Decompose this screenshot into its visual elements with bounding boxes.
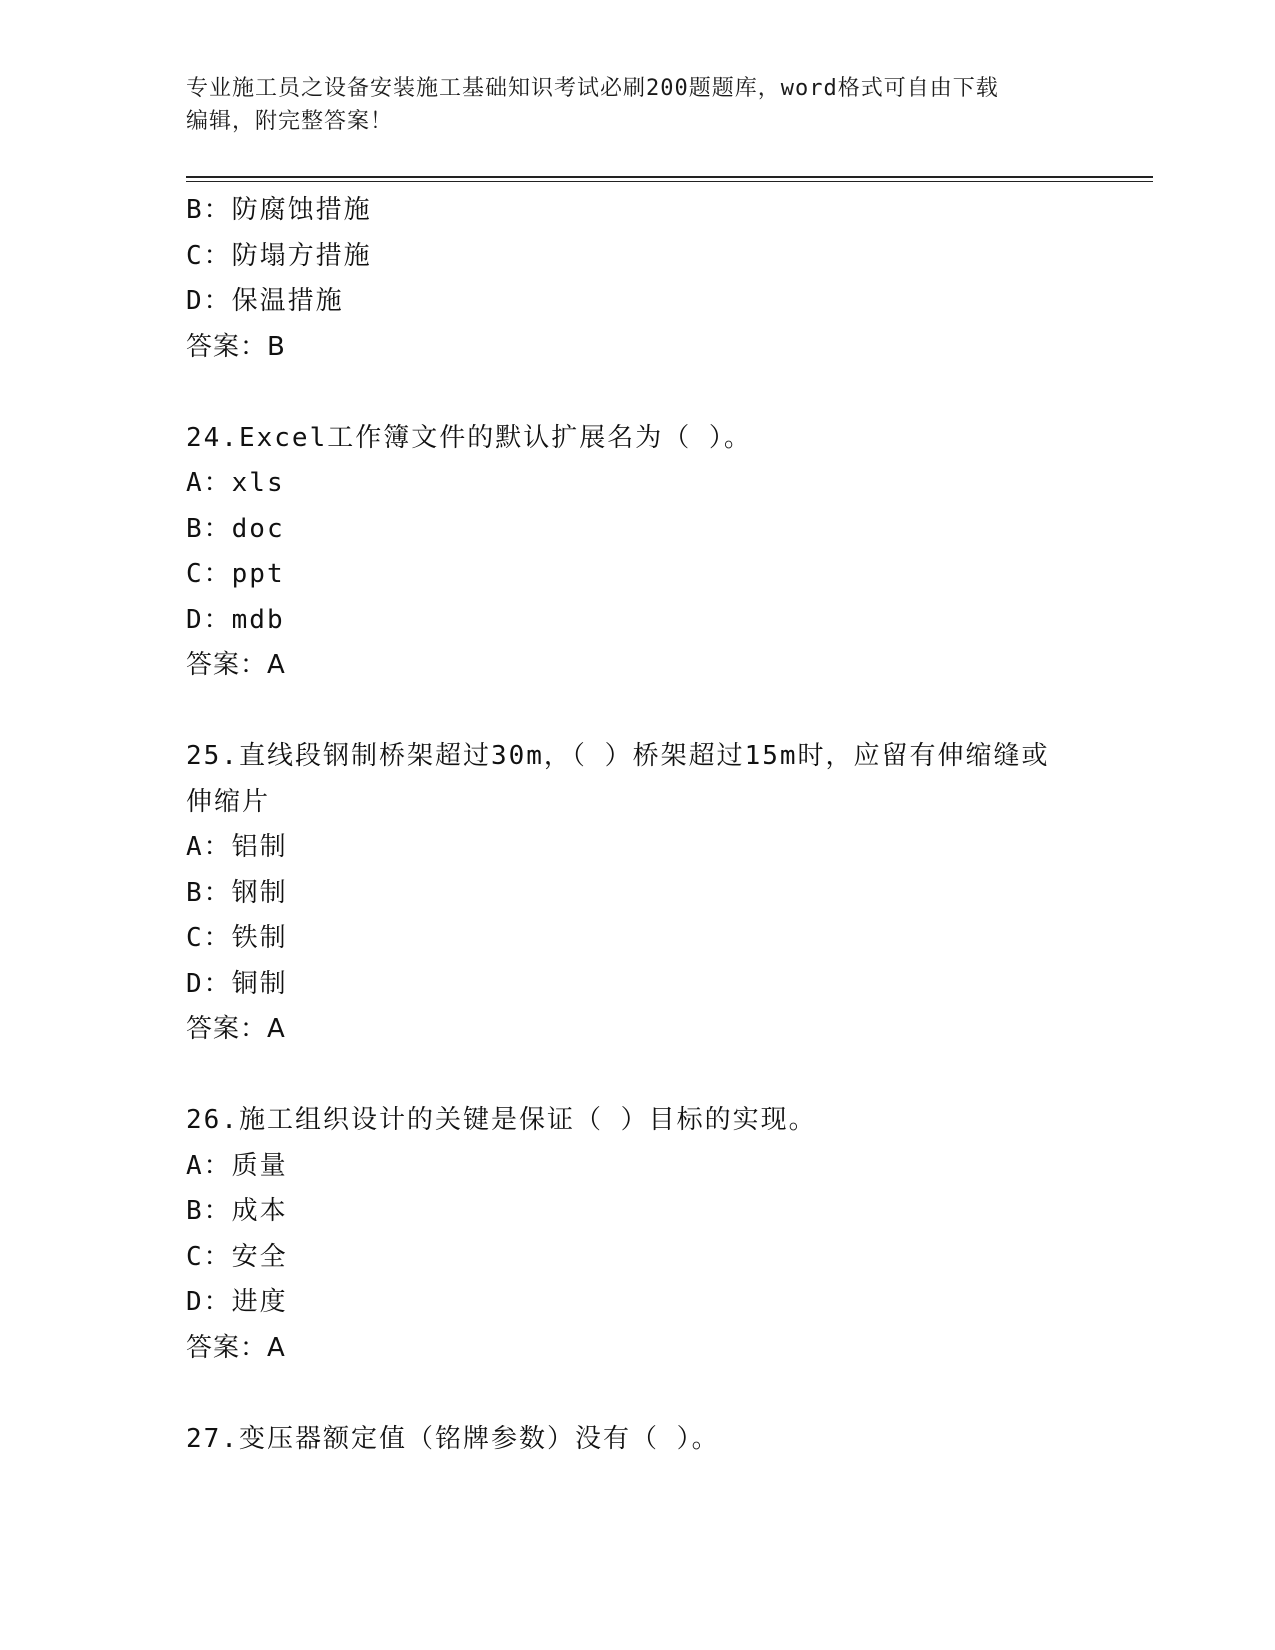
question-text: 24.Excel工作簿文件的默认扩展名为（ ）。 <box>186 422 752 453</box>
answer-line: 答案：B <box>186 331 286 362</box>
option-b: B：防腐蚀措施 <box>186 195 372 225</box>
option-c: C：防塌方措施 <box>186 240 372 271</box>
question-text: 26.施工组织设计的关键是保证（ ）目标的实现。 <box>186 1105 817 1135</box>
header-line-2: 编辑，附完整答案！ <box>186 109 394 134</box>
question-23-partial <box>186 188 1116 370</box>
question-list <box>186 188 1116 1462</box>
option-b: B：doc <box>186 513 285 544</box>
option-c: C：ppt <box>186 559 285 589</box>
answer-line: 答案：A <box>186 1014 286 1044</box>
header-line-1: 专业施工员之设备安装施工基础知识考试必刷200题题库，word格式可自由下载 <box>186 76 999 101</box>
question-27 <box>186 1417 1116 1463</box>
spacer <box>186 1371 1116 1417</box>
option-a: A：铝制 <box>186 832 288 862</box>
question-26 <box>186 1098 1116 1371</box>
question-text-line-2: 伸缩片 <box>186 786 271 817</box>
header-divider-thin <box>186 181 1153 182</box>
page-header <box>186 72 1066 138</box>
header-divider-thick <box>186 176 1153 178</box>
answer-line: 答案：A <box>186 650 286 680</box>
spacer <box>186 689 1116 735</box>
question-24 <box>186 416 1116 689</box>
option-d: D：mdb <box>186 604 285 635</box>
option-a: A：xls <box>186 468 285 498</box>
spacer <box>186 370 1116 416</box>
spacer <box>186 1053 1116 1099</box>
option-b: B：钢制 <box>186 877 288 908</box>
option-d: D：进度 <box>186 1287 288 1317</box>
question-text: 27.变压器额定值（铭牌参数）没有（ ）。 <box>186 1423 720 1454</box>
option-d: D：保温措施 <box>186 286 344 316</box>
option-c: C：安全 <box>186 1241 288 1272</box>
option-d: D：铜制 <box>186 968 288 999</box>
option-c: C：铁制 <box>186 923 288 953</box>
question-text-line-1: 25.直线段钢制桥架超过30m，（ ）桥架超过15m时，应留有伸缩缝或 <box>186 741 1050 771</box>
option-a: A：质量 <box>186 1150 288 1181</box>
answer-line: 答案：A <box>186 1332 286 1363</box>
question-25 <box>186 734 1116 1053</box>
option-b: B：成本 <box>186 1196 288 1226</box>
